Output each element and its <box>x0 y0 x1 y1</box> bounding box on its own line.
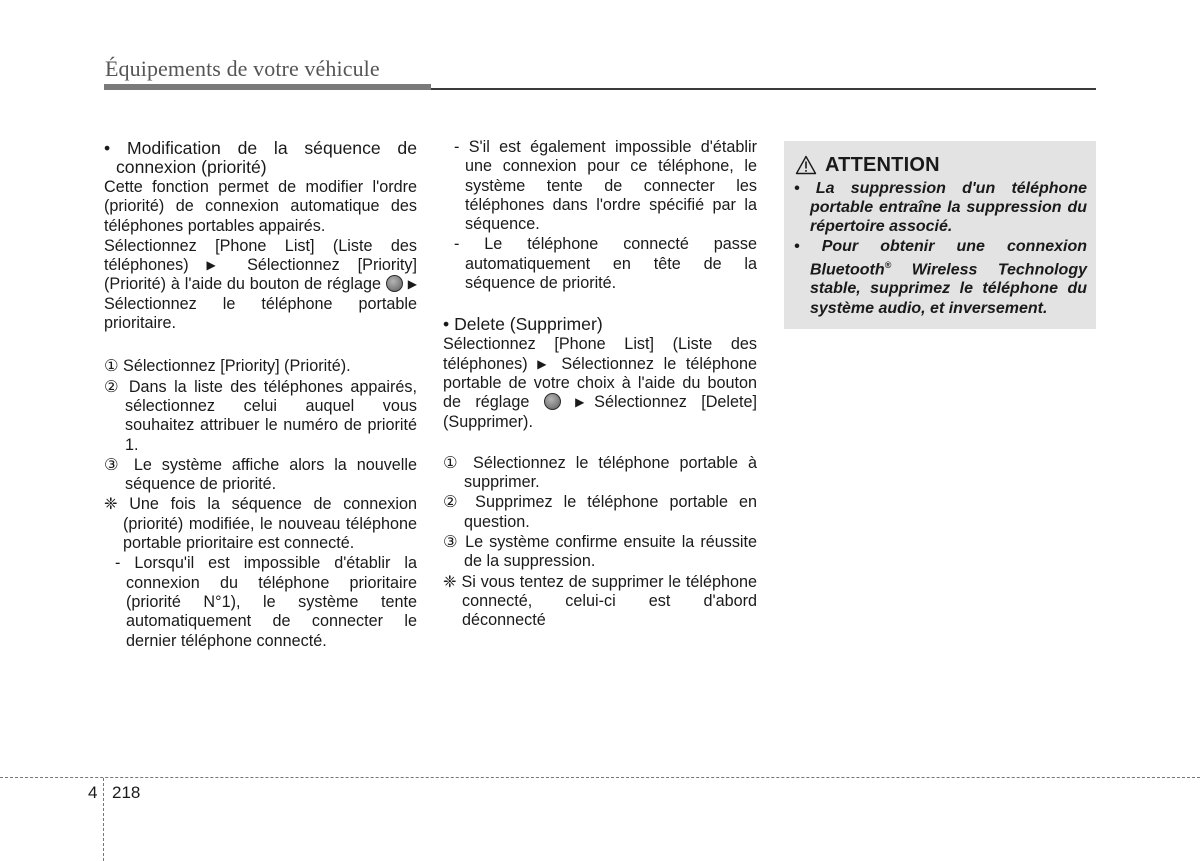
step-2: ② Dans la liste des téléphones appairés, sélectionnez celui auquel vous souhaitez attribuer le numéro de priorité 1. <box>104 377 418 454</box>
note-sub-item-2: - S'il est également impossible d'établir une connexion pour ce téléphone, le système tente de connecter les téléphones dans l'ordre spécifié par la séquence. <box>454 138 757 234</box>
knob-icon <box>386 275 403 292</box>
arrow-right-icon: ▶ <box>407 277 418 292</box>
attention-title: ATTENTION <box>825 153 940 176</box>
section-heading-delete: • Delete (Supprimer) <box>443 314 603 335</box>
arrow-right-icon: ▶ <box>537 356 552 371</box>
section-number: 4 <box>88 783 98 802</box>
page-number: 218 <box>112 783 141 802</box>
step-1: ① Sélectionnez [Priority] (Priorité). <box>104 357 351 376</box>
paragraph-delete-instructions: Sélectionnez [Phone List] (Liste des téléphones) ▶ Sélectionnez le téléphone portable de votre choix à l'aide du bouton de réglage ▶Sélectionnez [Delete] (Supprimer). <box>443 335 758 431</box>
warning-triangle-icon <box>795 155 817 175</box>
note-delete: ❈ Si vous tentez de supprimer le téléphone connecté, celui-ci est d'abord déconnecté <box>443 572 758 630</box>
paragraph-instructions: Sélectionnez [Phone List] (Liste des téléphones) ▶ Sélectionnez [Priority] (Priorité) à l'aide du bouton de réglage ▶ Sélectionnez le téléphone portable prioritaire. <box>104 236 418 333</box>
delete-step-1: ① Sélectionnez le téléphone portable à supprimer. <box>443 453 757 492</box>
attention-list <box>794 179 1087 318</box>
section-heading-priority: • Modification de la séquence de connexion (priorité) <box>104 138 417 177</box>
page-header-title: Équipements de votre véhicule <box>105 56 380 81</box>
footer-dashed-divider <box>103 778 104 861</box>
arrow-right-icon: ▶ <box>206 258 230 273</box>
note-priority: ❈ Une fois la séquence de connexion (priorité) modifiée, le nouveau téléphone portable prioritaire est connecté. <box>104 495 417 553</box>
header-rule-thick <box>104 84 431 90</box>
attention-item-1: • La suppression d'un téléphone portable entraîne la suppression du répertoire associé. <box>794 180 1088 236</box>
footer-dashed-rule <box>0 777 1200 778</box>
attention-item-2: • Pour obtenir une connexion Bluetooth® Wireless Technology stable, supprimez le téléphone du système audio, et inversement. <box>794 237 1088 317</box>
attention-header <box>795 153 940 177</box>
header-rule-thin <box>431 88 1096 90</box>
delete-step-2: ② Supprimez le téléphone portable en question. <box>443 493 758 531</box>
paragraph-intro: Cette fonction permet de modifier l'ordre (priorité) de connexion automatique des téléphones portables appairés. <box>104 178 417 235</box>
step-3: ③ Le système affiche alors la nouvelle séquence de priorité. <box>104 455 417 494</box>
arrow-right-icon: ▶ <box>575 395 595 410</box>
column-left <box>104 139 417 651</box>
delete-step-3: ③ Le système confirme ensuite la réussite de la suppression. <box>443 533 758 571</box>
note-sub-item-3: - Le téléphone connecté passe automatiquement en tête de la séquence de priorité. <box>454 235 757 293</box>
column-middle <box>443 138 757 631</box>
knob-icon <box>544 393 561 410</box>
note-sub-item-1: - Lorsqu'il est impossible d'établir la connexion du téléphone prioritaire (priorité N°1), le système tente automatiquement de connecter le dernier téléphone connecté. <box>115 554 417 650</box>
attention-box <box>784 141 1096 329</box>
